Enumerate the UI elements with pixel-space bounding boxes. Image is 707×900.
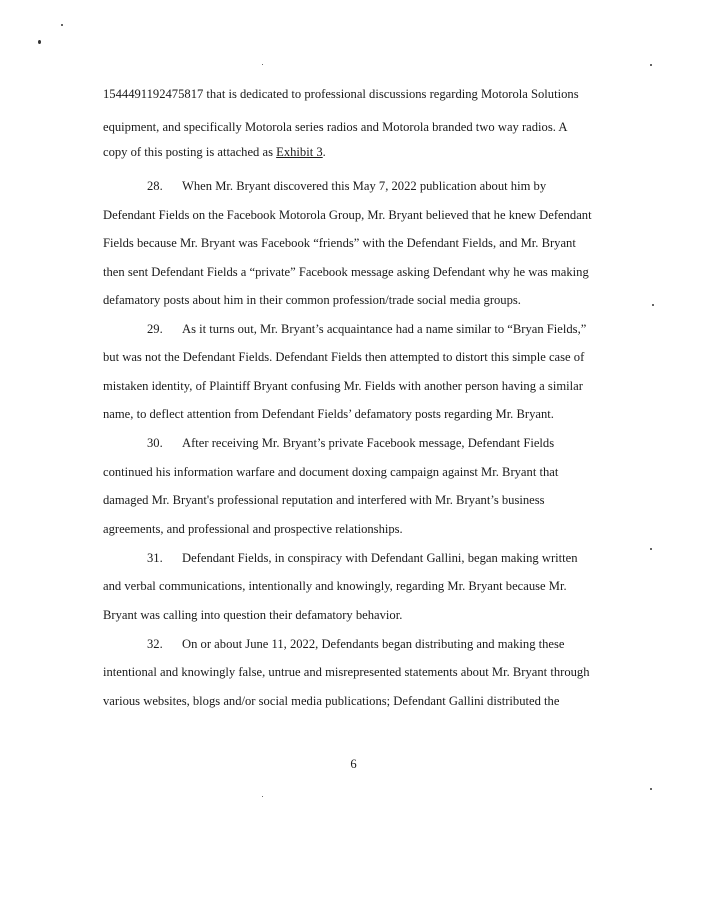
paragraph-30-first-line: 30. After receiving Mr. Bryant’s private Facebook message, Defendant Fields xyxy=(147,436,555,450)
paragraph-number: 30. xyxy=(147,436,163,450)
page-number: 6 xyxy=(350,757,357,771)
paragraph-number: 32. xyxy=(147,637,163,651)
scan-speck xyxy=(650,548,652,550)
paragraph-line: but was not the Defendant Fields. Defendant Fields then attempted to distort this simple case of xyxy=(103,350,585,364)
paragraph-28-first-line: 28. When Mr. Bryant discovered this May 7, 2022 publication about him by xyxy=(147,179,547,193)
scan-speck xyxy=(650,64,652,66)
paragraph-32-first-line: 32. On or about June 11, 2022, Defendants began distributing and making these xyxy=(147,637,565,651)
exhibit-reference: Exhibit 3 xyxy=(276,145,323,159)
paragraph-line: then sent Defendant Fields a “private” Facebook message asking Defendant why he was making xyxy=(103,265,589,279)
paragraph-line: Defendant Fields on the Facebook Motorola Group, Mr. Bryant believed that he knew Defendant xyxy=(103,208,592,222)
scan-speck xyxy=(652,304,654,306)
paragraph-29-first-line: 29. As it turns out, Mr. Bryant’s acquaintance had a name similar to “Bryan Fields,” xyxy=(147,322,587,336)
paragraph-number: 28. xyxy=(147,179,163,193)
paragraph-line: continued his information warfare and document doxing campaign against Mr. Bryant that xyxy=(103,465,559,479)
paragraph-line: intentional and knowingly false, untrue and misrepresented statements about Mr. Bryant through xyxy=(103,665,590,679)
scan-speck xyxy=(61,24,63,26)
paragraph-line: name, to deflect attention from Defendant Fields’ defamatory posts regarding Mr. Bryant. xyxy=(103,407,554,421)
paragraph-line: damaged Mr. Bryant's professional reputation and interfered with Mr. Bryant’s business xyxy=(103,493,545,507)
scan-speck xyxy=(262,64,263,65)
continuation-line: copy of this posting is attached as Exhibit 3. xyxy=(103,145,326,159)
paragraph-31-first-line: 31. Defendant Fields, in conspiracy with Defendant Gallini, began making written xyxy=(147,551,578,565)
scan-speck xyxy=(262,796,263,797)
paragraph-number: 31. xyxy=(147,551,163,565)
scan-speck xyxy=(38,40,41,44)
paragraph-line: mistaken identity, of Plaintiff Bryant confusing Mr. Fields with another person having a similar xyxy=(103,379,583,393)
paragraph-number: 29. xyxy=(147,322,163,336)
paragraph-line: Bryant was calling into question their defamatory behavior. xyxy=(103,608,403,622)
paragraph-line: and verbal communications, intentionally and knowingly, regarding Mr. Bryant because Mr. xyxy=(103,579,567,593)
continuation-line: equipment, and specifically Motorola series radios and Motorola branded two way radios. A xyxy=(103,120,568,134)
continuation-line: 1544491192475817 that is dedicated to professional discussions regarding Motorola Solutions xyxy=(103,87,579,101)
paragraph-line: agreements, and professional and prospective relationships. xyxy=(103,522,403,536)
scan-speck xyxy=(650,788,652,790)
paragraph-line: Fields because Mr. Bryant was Facebook “friends” with the Defendant Fields, and Mr. Bryant xyxy=(103,236,576,250)
paragraph-line: various websites, blogs and/or social media publications; Defendant Gallini distributed the xyxy=(103,694,560,708)
paragraph-line: defamatory posts about him in their common profession/trade social media groups. xyxy=(103,293,521,307)
